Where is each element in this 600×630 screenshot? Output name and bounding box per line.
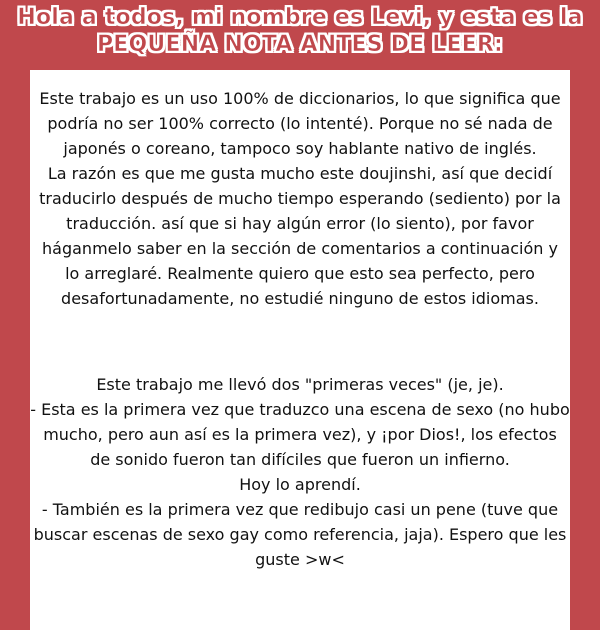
text-line: desafortunadamente, no estudié ninguno de estos idiomas. bbox=[61, 289, 539, 308]
text-line: podría no ser 100% correcto (lo intenté). Porque no sé nada de bbox=[47, 114, 553, 133]
text-line: guste >w< bbox=[255, 550, 345, 569]
paragraph-first-times bbox=[30, 372, 570, 572]
text-line: háganmelo saber en la sección de comentarios a continuación y bbox=[42, 239, 558, 258]
text-line: - Esta es la primera vez que traduzco una escena de sexo (no hubo bbox=[30, 400, 570, 419]
text-line: La razón es que me gusta mucho este doujinshi, así que decidí bbox=[47, 164, 553, 183]
header-line-2: PEQUEÑA NOTA ANTES DE LEER: bbox=[96, 32, 504, 57]
text-line: mucho, pero aun así es la primera vez), y ¡por Dios!, los efectos bbox=[43, 425, 557, 444]
text-line: lo arreglaré. Realmente quiero que esto sea perfecto, pero bbox=[65, 264, 535, 283]
text-line: traducirlo después de mucho tiempo esperando (sediento) por la bbox=[39, 189, 561, 208]
note-header bbox=[0, 4, 600, 58]
text-line: - También es la primera vez que redibujo casi un pene (tuve que bbox=[41, 500, 559, 519]
text-line: Hoy lo aprendí. bbox=[239, 475, 361, 494]
text-line: Este trabajo es un uso 100% de diccionarios, lo que significa que bbox=[39, 89, 561, 108]
text-line: Este trabajo me llevó dos "primeras veces" (je, je). bbox=[96, 375, 504, 394]
text-line: de sonido fueron tan difíciles que fueron un infierno. bbox=[90, 450, 510, 469]
note-panel bbox=[30, 70, 570, 630]
text-line: japonés o coreano, tampoco soy hablante nativo de inglés. bbox=[63, 139, 537, 158]
text-line: buscar escenas de sexo gay como referencia, jaja). Espero que les bbox=[33, 525, 567, 544]
text-line: traducción. así que si hay algún error (lo siento), por favor bbox=[66, 214, 534, 233]
header-line-1: Hola a todos, mi nombre es Levi, y esta es la bbox=[17, 5, 583, 30]
paragraph-disclaimer bbox=[30, 86, 570, 311]
